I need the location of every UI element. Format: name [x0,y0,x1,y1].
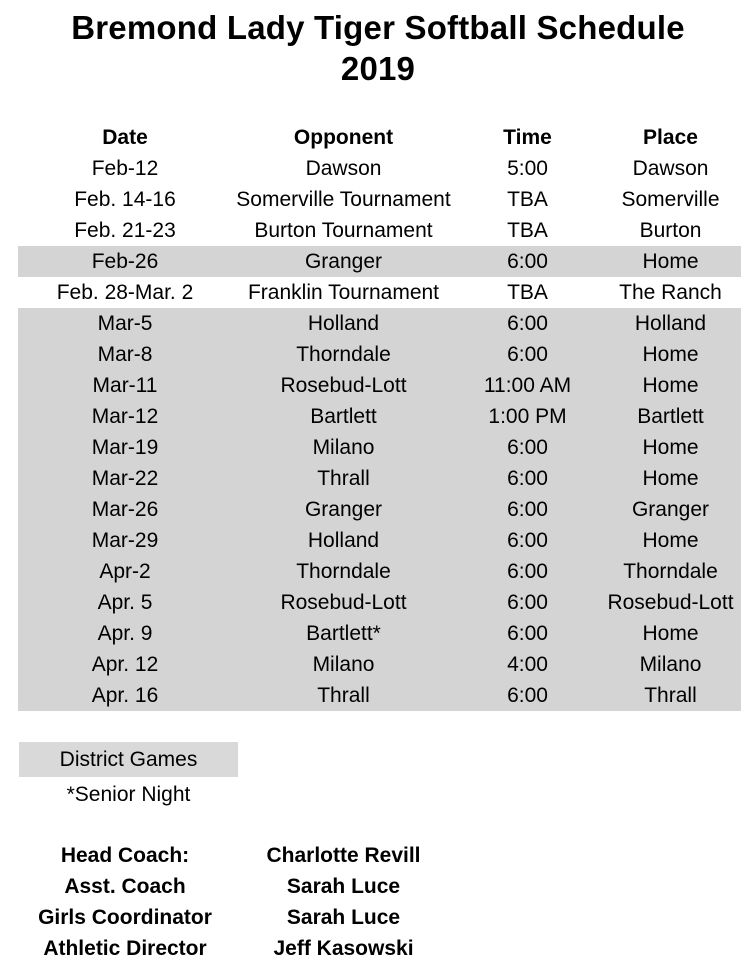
staff-role: Head Coach: [60,843,190,867]
cell-opponent: Milano [312,652,375,676]
column-header-place: Place [643,125,698,149]
cell-time: TBA [507,187,548,211]
cell-time: 6:00 [507,497,548,521]
table-header-row [18,122,741,153]
table-row [18,494,741,525]
cell-time: 6:00 [507,621,548,645]
cell-place: Home [642,373,699,397]
cell-time: TBA [507,280,548,304]
cell-place: Home [642,249,699,273]
table-row [18,587,741,618]
cell-date: Mar-29 [91,528,159,552]
title-line-1: Bremond Lady Tiger Softball Schedule [71,9,685,46]
schedule-table [18,122,741,711]
cell-date: Mar-8 [97,342,153,366]
cell-place: Home [642,621,699,645]
staff-role: Girls Coordinator [38,905,212,929]
staff-row [18,871,756,902]
cell-date: Apr. 5 [97,590,153,614]
cell-time: 6:00 [507,311,548,335]
cell-place: Thrall [644,683,697,707]
table-row [18,649,741,680]
table-row [18,618,741,649]
cell-time: 6:00 [507,528,548,552]
staff-row [18,902,756,933]
table-row [18,153,741,184]
staff-name: Sarah Luce [286,874,401,898]
cell-opponent: Thorndale [296,559,391,583]
cell-date: Apr. 16 [91,683,159,707]
cell-place: The Ranch [619,280,722,304]
page-title [0,0,756,89]
staff-row [18,933,756,963]
table-row [18,525,741,556]
column-header-date: Date [102,125,148,149]
table-row [18,432,741,463]
cell-opponent: Bartlett [310,404,377,428]
cell-opponent: Rosebud-Lott [280,590,407,614]
cell-place: Milano [639,652,702,676]
senior-night-note: *Senior Night [66,783,191,806]
cell-date: Apr. 12 [91,652,159,676]
cell-place: Home [642,435,699,459]
cell-place: Somerville [621,187,720,211]
cell-date: Feb-26 [91,249,159,273]
cell-time: 6:00 [507,342,548,366]
cell-opponent: Burton Tournament [254,218,433,242]
table-row [18,556,741,587]
cell-time: 6:00 [507,683,548,707]
table-row [18,308,741,339]
cell-opponent: Granger [304,497,383,521]
cell-time: 6:00 [507,435,548,459]
cell-time: 1:00 PM [488,404,567,428]
cell-place: Home [642,342,699,366]
cell-place: Burton [639,218,702,242]
cell-date: Apr. 9 [97,621,153,645]
table-row [18,184,741,215]
staff-name: Jeff Kasowski [273,936,414,960]
table-row [18,339,741,370]
cell-place: Bartlett [637,404,704,428]
cell-date: Feb-12 [91,156,159,180]
cell-opponent: Thorndale [296,342,391,366]
cell-date: Mar-5 [97,311,153,335]
cell-opponent: Holland [307,311,380,335]
cell-place: Thorndale [623,559,718,583]
table-row [18,277,741,308]
cell-date: Feb. 28-Mar. 2 [56,280,194,304]
table-body [18,153,741,711]
district-games-label: District Games [59,747,198,771]
cell-opponent: Milano [312,435,375,459]
cell-date: Feb. 21-23 [74,218,176,242]
staff-role: Athletic Director [43,936,207,960]
cell-time: 6:00 [507,249,548,273]
cell-date: Apr-2 [99,559,151,583]
staff-role: Asst. Coach [64,874,186,898]
table-row [18,215,741,246]
cell-date: Feb. 14-16 [74,187,176,211]
cell-place: Holland [634,311,707,335]
cell-opponent: Holland [307,528,380,552]
cell-time: TBA [507,218,548,242]
cell-time: 5:00 [507,156,548,180]
cell-place: Home [642,466,699,490]
title-line-2: 2019 [340,50,416,87]
staff-name: Charlotte Revill [266,843,421,867]
cell-opponent: Somerville Tournament [236,187,451,211]
table-row [18,401,741,432]
cell-time: 6:00 [507,559,548,583]
cell-date: Mar-22 [91,466,159,490]
cell-date: Mar-26 [91,497,159,521]
cell-time: 4:00 [507,652,548,676]
table-row [18,680,741,711]
column-header-time: Time [503,125,552,149]
cell-opponent: Thrall [317,683,370,707]
cell-date: Mar-19 [91,435,159,459]
column-header-opponent: Opponent [293,125,394,149]
cell-opponent: Franklin Tournament [247,280,440,304]
cell-opponent: Granger [304,249,383,273]
district-games-legend [19,742,238,777]
cell-place: Dawson [632,156,709,180]
cell-place: Rosebud-Lott [607,590,734,614]
cell-date: Mar-12 [91,404,159,428]
cell-time: 11:00 AM [483,373,572,397]
staff-name: Sarah Luce [286,905,401,929]
cell-time: 6:00 [507,466,548,490]
cell-opponent: Thrall [317,466,370,490]
staff-list [18,840,756,963]
cell-opponent: Bartlett* [306,621,381,645]
cell-time: 6:00 [507,590,548,614]
table-row [18,463,741,494]
cell-place: Granger [631,497,710,521]
cell-date: Mar-11 [92,373,158,397]
table-row [18,246,741,277]
cell-opponent: Dawson [305,156,382,180]
staff-row [18,840,756,871]
cell-opponent: Rosebud-Lott [280,373,407,397]
cell-place: Home [642,528,699,552]
table-row [18,370,741,401]
